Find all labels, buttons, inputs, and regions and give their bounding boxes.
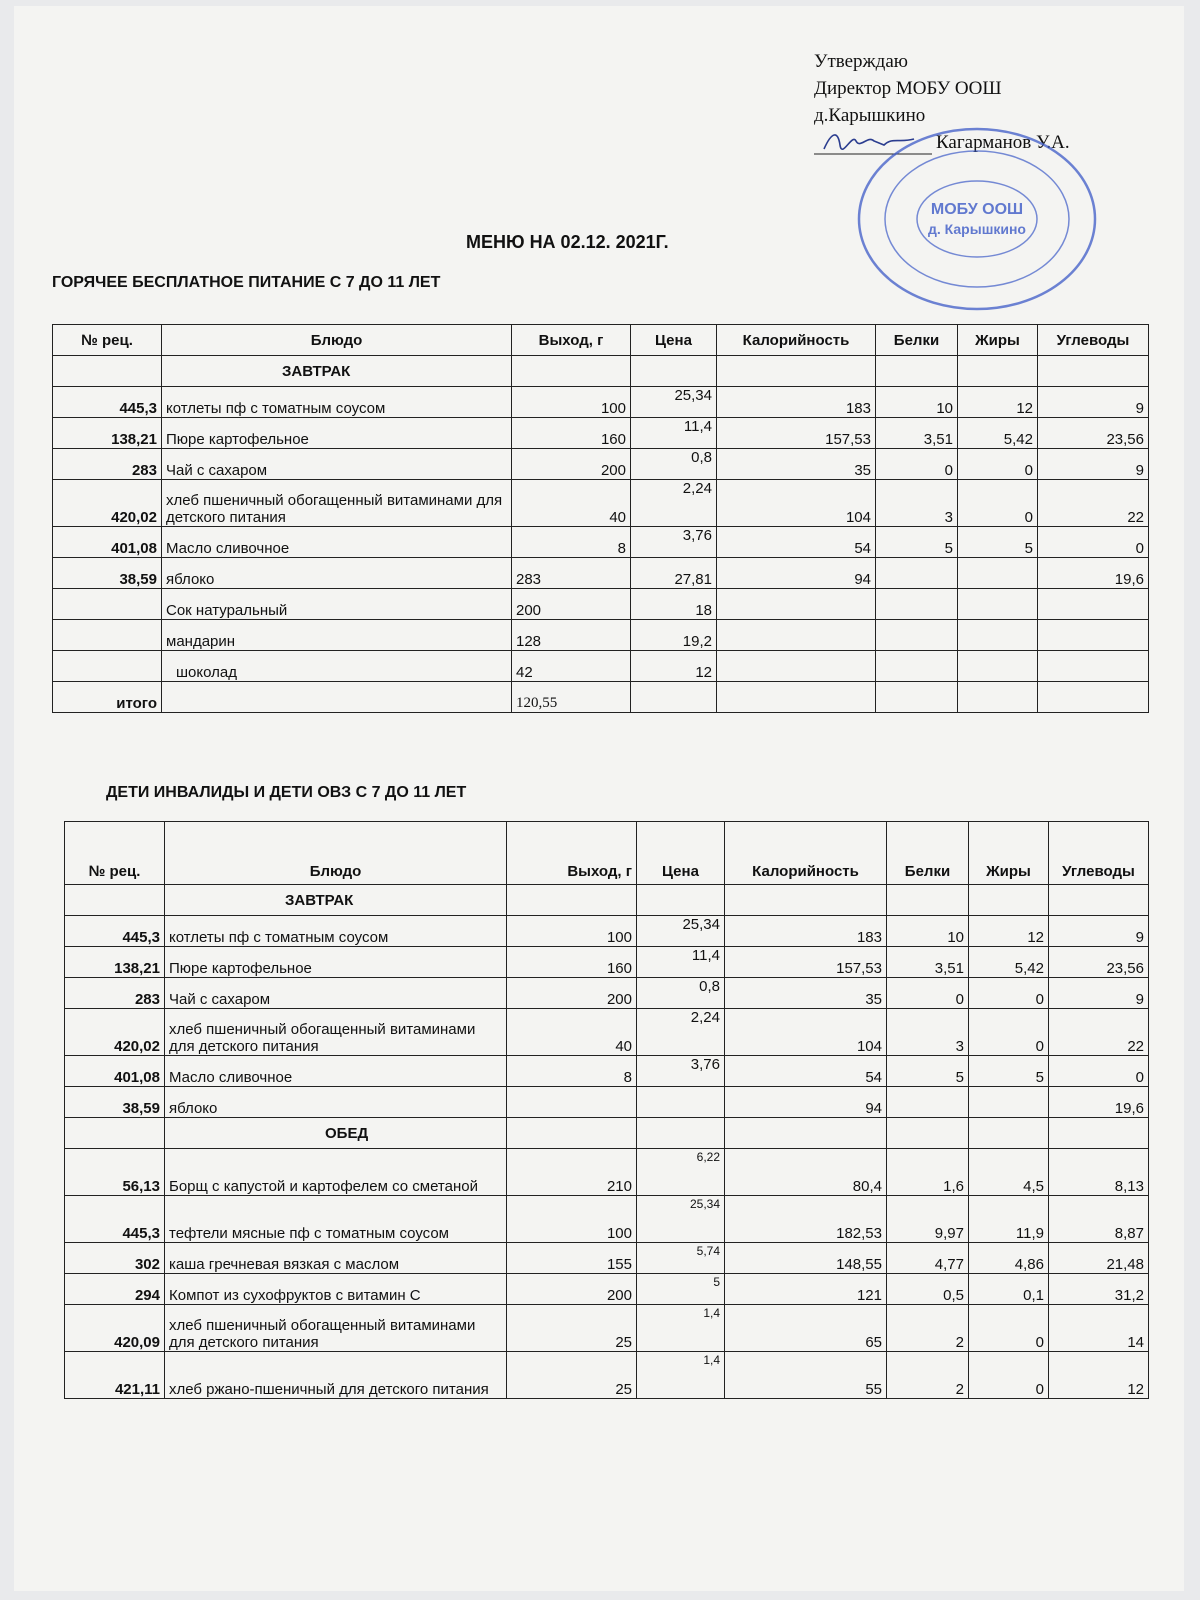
- cell-price: 19,2: [631, 620, 717, 651]
- table-row: [65, 1196, 1149, 1243]
- cell-output: 40: [512, 480, 631, 527]
- cell-price: 11,4: [637, 947, 725, 978]
- cell-dish: яблоко: [165, 1087, 507, 1118]
- cell-output: 160: [507, 947, 637, 978]
- cell-dish: шоколад: [162, 651, 512, 682]
- cell-code: 302: [65, 1243, 165, 1274]
- cell-code: 283: [65, 978, 165, 1009]
- cell-price: [637, 1087, 725, 1118]
- cell-output: [507, 1087, 637, 1118]
- table-row: [65, 978, 1149, 1009]
- cell-output: 200: [507, 1274, 637, 1305]
- cell-price: 27,81: [631, 558, 717, 589]
- section-label-breakfast: ЗАВТРАК: [162, 356, 512, 387]
- cell-price: 25,34: [631, 387, 717, 418]
- cell-code: 401,08: [53, 527, 162, 558]
- cell-fats: 0: [958, 449, 1038, 480]
- cell-carbs: 19,6: [1049, 1087, 1149, 1118]
- cell-calories: 54: [725, 1056, 887, 1087]
- cell-price: 1,4: [637, 1305, 725, 1352]
- cell-price: 12: [631, 651, 717, 682]
- cell-dish: хлеб пшеничный обогащенный витаминами для детского питания: [162, 480, 512, 527]
- table-row: [65, 1149, 1149, 1196]
- cell-proteins: 10: [887, 916, 969, 947]
- cell-dish: каша гречневая вязкая с маслом: [165, 1243, 507, 1274]
- document-sheet: [14, 6, 1184, 1591]
- cell-fats: 0: [969, 1305, 1049, 1352]
- cell-output: 25: [507, 1352, 637, 1399]
- cell-code: [53, 589, 162, 620]
- table-row: [65, 1056, 1149, 1087]
- cell-calories: 54: [717, 527, 876, 558]
- cell-fats: [958, 589, 1038, 620]
- cell-carbs: 8,87: [1049, 1196, 1149, 1243]
- cell-code: 38,59: [53, 558, 162, 589]
- cell-carbs: [1038, 589, 1149, 620]
- cell-proteins: 9,97: [887, 1196, 969, 1243]
- table-row: [53, 527, 1149, 558]
- cell-calories: 80,4: [725, 1149, 887, 1196]
- cell-output: 42: [512, 651, 631, 682]
- cell-output: 200: [507, 978, 637, 1009]
- cell-carbs: 0: [1038, 527, 1149, 558]
- cell-calories: 65: [725, 1305, 887, 1352]
- cell-fats: 0: [969, 978, 1049, 1009]
- cell-proteins: 0,5: [887, 1274, 969, 1305]
- cell-dish: Масло сливочное: [162, 527, 512, 558]
- cell-carbs: 31,2: [1049, 1274, 1149, 1305]
- cell-price: 25,34: [637, 916, 725, 947]
- cell-carbs: [1038, 651, 1149, 682]
- cell-dish: яблоко: [162, 558, 512, 589]
- cell-dish: Масло сливочное: [165, 1056, 507, 1087]
- header-price: Цена: [637, 822, 725, 885]
- cell-fats: 0: [969, 1352, 1049, 1399]
- cell-output: 100: [507, 916, 637, 947]
- header-recipe-no: № рец.: [65, 822, 165, 885]
- cell-calories: [717, 651, 876, 682]
- cell-code: 401,08: [65, 1056, 165, 1087]
- table-row: [53, 620, 1149, 651]
- cell-carbs: 9: [1049, 978, 1149, 1009]
- cell-dish: Чай с сахаром: [162, 449, 512, 480]
- cell-code: 38,59: [65, 1087, 165, 1118]
- cell-proteins: [876, 558, 958, 589]
- cell-dish: Чай с сахаром: [165, 978, 507, 1009]
- stamp-text-1: МОБУ ООШ: [930, 201, 1024, 218]
- section-label-lunch: ОБЕД: [165, 1118, 507, 1149]
- cell-calories: 94: [725, 1087, 887, 1118]
- cell-proteins: [887, 1087, 969, 1118]
- section2-heading: ДЕТИ ИНВАЛИДЫ И ДЕТИ ОВЗ С 7 ДО 11 ЛЕТ: [106, 784, 467, 801]
- cell-proteins: 3,51: [887, 947, 969, 978]
- cell-code: [53, 620, 162, 651]
- header-proteins: Белки: [887, 822, 969, 885]
- cell-dish: хлеб пшеничный обогащенный витаминами для детского питания: [165, 1009, 507, 1056]
- cell-calories: 148,55: [725, 1243, 887, 1274]
- cell-code: 420,02: [65, 1009, 165, 1056]
- cell-calories: 55: [725, 1352, 887, 1399]
- cell-proteins: 4,77: [887, 1243, 969, 1274]
- header-proteins: Белки: [876, 325, 958, 356]
- cell-fats: 4,5: [969, 1149, 1049, 1196]
- cell-carbs: [1038, 620, 1149, 651]
- menu-title: МЕНЮ НА 02.12. 2021Г.: [466, 232, 669, 252]
- cell-fats: 0: [958, 480, 1038, 527]
- table2-section-row-breakfast: [65, 885, 1149, 916]
- header-calories: Калорийность: [725, 822, 887, 885]
- cell-carbs: 22: [1038, 480, 1149, 527]
- cell-carbs: 22: [1049, 1009, 1149, 1056]
- header-dish: Блюдо: [162, 325, 512, 356]
- table1-header-row: [53, 325, 1149, 356]
- total-label: итого: [53, 682, 162, 713]
- cell-dish: Пюре картофельное: [165, 947, 507, 978]
- cell-carbs: 21,48: [1049, 1243, 1149, 1274]
- cell-fats: 4,86: [969, 1243, 1049, 1274]
- cell-code: 420,09: [65, 1305, 165, 1352]
- cell-price: 1,4: [637, 1352, 725, 1399]
- table-row: [53, 480, 1149, 527]
- cell-price: 25,34: [637, 1196, 725, 1243]
- table-row: [53, 418, 1149, 449]
- cell-output: 8: [512, 527, 631, 558]
- header-carbs: Углеводы: [1038, 325, 1149, 356]
- cell-code: 445,3: [65, 916, 165, 947]
- cell-fats: [969, 1087, 1049, 1118]
- cell-code: [53, 651, 162, 682]
- cell-proteins: [876, 620, 958, 651]
- stamp-text-2: д. Карышкино: [928, 221, 1026, 237]
- cell-code: 283: [53, 449, 162, 480]
- cell-calories: 183: [725, 916, 887, 947]
- header-price: Цена: [631, 325, 717, 356]
- cell-price: 2,24: [637, 1009, 725, 1056]
- cell-price: 5,74: [637, 1243, 725, 1274]
- cell-calories: 104: [725, 1009, 887, 1056]
- cell-price: 0,8: [637, 978, 725, 1009]
- section1-heading: ГОРЯЧЕЕ БЕСПЛАТНОЕ ПИТАНИЕ С 7 ДО 11 ЛЕТ: [52, 274, 441, 291]
- table-row: [53, 651, 1149, 682]
- cell-fats: [958, 620, 1038, 651]
- cell-price: 6,22: [637, 1149, 725, 1196]
- table2-header-row: [65, 822, 1149, 885]
- cell-calories: 104: [717, 480, 876, 527]
- header-carbs: Углеводы: [1049, 822, 1149, 885]
- cell-price: 5: [637, 1274, 725, 1305]
- cell-output: 25: [507, 1305, 637, 1352]
- cell-fats: 11,9: [969, 1196, 1049, 1243]
- cell-fats: [958, 651, 1038, 682]
- cell-proteins: [876, 651, 958, 682]
- cell-calories: [717, 589, 876, 620]
- cell-output: 100: [512, 387, 631, 418]
- cell-price: 11,4: [631, 418, 717, 449]
- table-row: [65, 947, 1149, 978]
- table-row: [65, 1274, 1149, 1305]
- cell-dish: котлеты пф с томатным соусом: [162, 387, 512, 418]
- cell-carbs: 23,56: [1038, 418, 1149, 449]
- table-row: [53, 387, 1149, 418]
- cell-dish: Компот из сухофруктов с витамин С: [165, 1274, 507, 1305]
- cell-price: 3,76: [631, 527, 717, 558]
- cell-carbs: 12: [1049, 1352, 1149, 1399]
- cell-carbs: 9: [1049, 916, 1149, 947]
- cell-price: 2,24: [631, 480, 717, 527]
- cell-code: 445,3: [53, 387, 162, 418]
- section-label-breakfast: ЗАВТРАК: [165, 885, 507, 916]
- table2-section-row-lunch: [65, 1118, 1149, 1149]
- cell-dish: Сок натуральный: [162, 589, 512, 620]
- header-output: Выход, г: [507, 822, 637, 885]
- cell-fats: 12: [958, 387, 1038, 418]
- header-recipe-no: № рец.: [53, 325, 162, 356]
- total-value: 120,55: [512, 682, 631, 713]
- cell-proteins: 3: [887, 1009, 969, 1056]
- cell-proteins: 2: [887, 1352, 969, 1399]
- signer-name: Кагарманов У.А.: [936, 132, 1070, 153]
- cell-carbs: 23,56: [1049, 947, 1149, 978]
- table-row: [65, 916, 1149, 947]
- cell-price: 18: [631, 589, 717, 620]
- header-dish: Блюдо: [165, 822, 507, 885]
- official-stamp: [852, 124, 1102, 314]
- header-calories: Калорийность: [717, 325, 876, 356]
- cell-carbs: 8,13: [1049, 1149, 1149, 1196]
- cell-proteins: 0: [887, 978, 969, 1009]
- cell-proteins: 10: [876, 387, 958, 418]
- cell-calories: 157,53: [725, 947, 887, 978]
- cell-calories: 182,53: [725, 1196, 887, 1243]
- cell-proteins: 5: [876, 527, 958, 558]
- cell-dish: тефтели мясные пф с томатным соусом: [165, 1196, 507, 1243]
- cell-output: 210: [507, 1149, 637, 1196]
- cell-proteins: 3: [876, 480, 958, 527]
- cell-dish: хлеб ржано-пшеничный для детского питания: [165, 1352, 507, 1399]
- table-row: [65, 1305, 1149, 1352]
- cell-proteins: 5: [887, 1056, 969, 1087]
- cell-carbs: 14: [1049, 1305, 1149, 1352]
- cell-calories: 157,53: [717, 418, 876, 449]
- menu-table-2: [64, 821, 1149, 1399]
- cell-code: 138,21: [65, 947, 165, 978]
- approval-line-3: д.Карышкино: [814, 105, 926, 126]
- cell-dish: мандарин: [162, 620, 512, 651]
- cell-fats: 5,42: [969, 947, 1049, 978]
- cell-code: 56,13: [65, 1149, 165, 1196]
- cell-fats: 5: [969, 1056, 1049, 1087]
- cell-calories: 183: [717, 387, 876, 418]
- cell-proteins: 3,51: [876, 418, 958, 449]
- cell-fats: 5: [958, 527, 1038, 558]
- cell-output: 40: [507, 1009, 637, 1056]
- table-row: [65, 1243, 1149, 1274]
- header-fats: Жиры: [958, 325, 1038, 356]
- cell-dish: хлеб пшеничный обогащенный витаминами для детского питания: [165, 1305, 507, 1352]
- cell-code: 421,11: [65, 1352, 165, 1399]
- cell-code: 294: [65, 1274, 165, 1305]
- cell-fats: 5,42: [958, 418, 1038, 449]
- cell-proteins: 2: [887, 1305, 969, 1352]
- cell-calories: 35: [717, 449, 876, 480]
- cell-code: 138,21: [53, 418, 162, 449]
- cell-dish: Борщ с капустой и картофелем со сметаной: [165, 1149, 507, 1196]
- table1-total-row: [53, 682, 1149, 713]
- cell-fats: 12: [969, 916, 1049, 947]
- cell-proteins: [876, 589, 958, 620]
- table-row: [53, 589, 1149, 620]
- cell-carbs: 9: [1038, 387, 1149, 418]
- cell-output: 100: [507, 1196, 637, 1243]
- cell-calories: [717, 620, 876, 651]
- cell-fats: 0: [969, 1009, 1049, 1056]
- cell-fats: [958, 558, 1038, 589]
- approval-line-2: Директор МОБУ ООШ: [814, 78, 1002, 99]
- menu-table-1: [52, 324, 1149, 713]
- header-fats: Жиры: [969, 822, 1049, 885]
- cell-carbs: 19,6: [1038, 558, 1149, 589]
- cell-calories: 94: [717, 558, 876, 589]
- cell-proteins: 0: [876, 449, 958, 480]
- header-output: Выход, г: [512, 325, 631, 356]
- cell-calories: 35: [725, 978, 887, 1009]
- cell-calories: 121: [725, 1274, 887, 1305]
- table-row: [53, 449, 1149, 480]
- cell-output: 8: [507, 1056, 637, 1087]
- cell-carbs: 9: [1038, 449, 1149, 480]
- cell-price: 3,76: [637, 1056, 725, 1087]
- cell-output: 160: [512, 418, 631, 449]
- cell-dish: Пюре картофельное: [162, 418, 512, 449]
- cell-output: 200: [512, 589, 631, 620]
- table-row: [65, 1352, 1149, 1399]
- table-row: [53, 558, 1149, 589]
- table-row: [65, 1087, 1149, 1118]
- cell-fats: 0,1: [969, 1274, 1049, 1305]
- cell-dish: котлеты пф с томатным соусом: [165, 916, 507, 947]
- table1-section-row: [53, 356, 1149, 387]
- cell-proteins: 1,6: [887, 1149, 969, 1196]
- cell-output: 283: [512, 558, 631, 589]
- table-row: [65, 1009, 1149, 1056]
- cell-output: 155: [507, 1243, 637, 1274]
- cell-code: 420,02: [53, 480, 162, 527]
- cell-price: 0,8: [631, 449, 717, 480]
- cell-code: 445,3: [65, 1196, 165, 1243]
- cell-carbs: 0: [1049, 1056, 1149, 1087]
- cell-output: 128: [512, 620, 631, 651]
- approval-line-1: Утверждаю: [814, 51, 908, 72]
- cell-output: 200: [512, 449, 631, 480]
